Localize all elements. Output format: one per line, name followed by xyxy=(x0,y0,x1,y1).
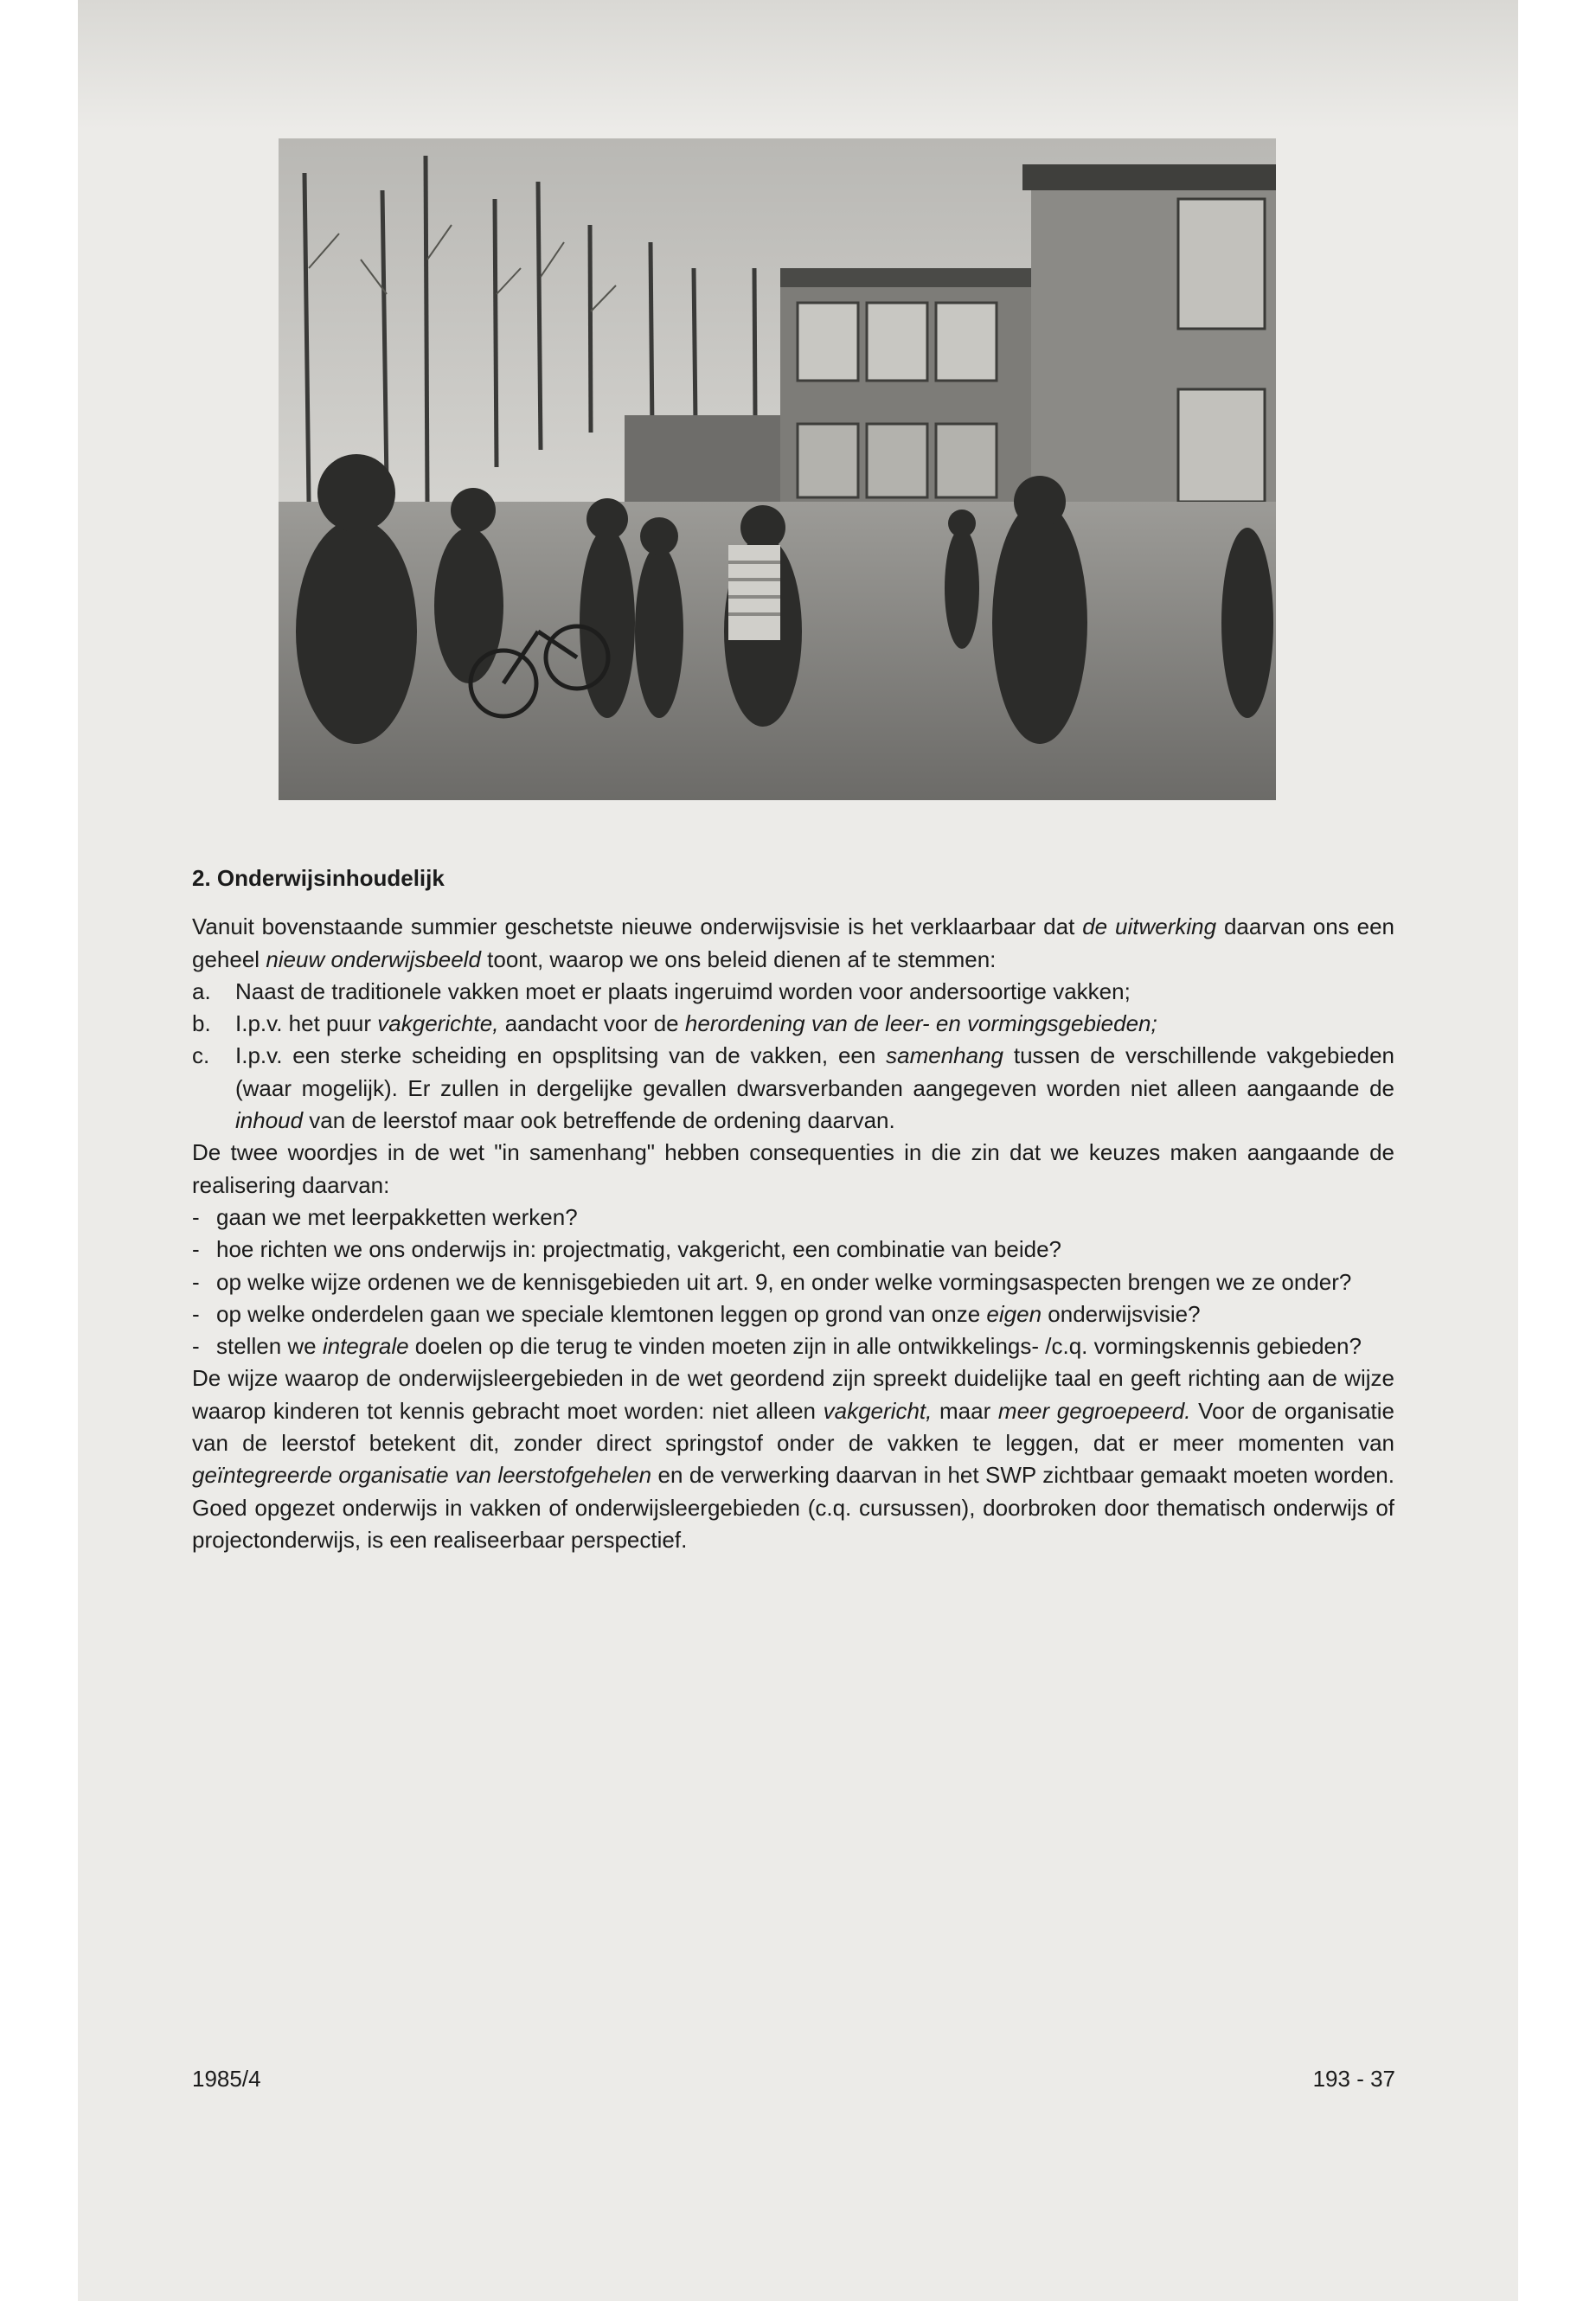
section-heading: 2. Onderwijsinhoudelijk xyxy=(192,865,445,891)
article-body xyxy=(192,862,1394,1556)
list-item: a. Naast de traditionele vakken moet er plaats ingeruimd worden voor andersoortige vakken; xyxy=(192,977,1131,1004)
page-number: 193 - 37 xyxy=(1312,2066,1395,2092)
schoolyard-photo-drawing xyxy=(279,138,1276,800)
list-item: - hoe richten we ons onderwijs in: projectmatig, vakgericht, een combinatie van beide? xyxy=(192,1236,1061,1263)
list-item: - stellen we integrale doelen op die terug te vinden moeten zijn in alle ontwikkelings- /c.q. vormingskennis gebieden? xyxy=(192,1333,1362,1360)
closing-paragraph: De wijze waarop de onderwijsleergebieden in de wet geordend zijn spreekt duidelijke taal en geeft richting aan de wijze waarop kinderen tot kennis gebracht moet worden: niet alleen vakgericht, maar meer gegroepeerd. Voor de organisatie van de leerstof betekent dit, zonder direct springstof onder de vakken te leggen, dat er meer momenten van geïntegreerde organisatie van leerstofgehelen en de verwerking daarvan in het SWP zichtbaar gemaakt moeten worden. Goed opgezet onderwijs in vakken of onderwijsleergebieden (c.q. cursussen), doorbroken door thematisch onderwijs of projectonderwijs, is een realiseerbaar perspectief. xyxy=(192,1365,1394,1553)
list-item: - op welke onderdelen gaan we speciale klemtonen leggen op grond van onze eigen onderwijsvisie? xyxy=(192,1300,1201,1327)
list-item: b. I.p.v. het puur vakgerichte, aandacht voor de herordening van de leer- en vormingsgebieden; xyxy=(192,1010,1157,1037)
page-top-shading xyxy=(78,0,1518,130)
child-striped-sweater xyxy=(728,545,780,640)
list-item: - op welke wijze ordenen we de kennisgebieden uit art. 9, en onder welke vormingsaspecten brengen we ze onder? xyxy=(192,1268,1352,1295)
schoolyard-photo xyxy=(279,138,1276,800)
paragraph-samenhang: De twee woordjes in de wet "in samenhang" hebben consequenties in die zin dat we keuzes maken aangaande de realisering daarvan: xyxy=(192,1139,1394,1198)
issue-number: 1985/4 xyxy=(192,2066,261,2092)
school-windows-upper xyxy=(798,303,997,381)
list-item: - gaan we met leerpakketten werken? xyxy=(192,1203,578,1230)
intro-paragraph: Vanuit bovenstaande summier geschetste nieuwe onderwijsvisie is het verklaarbaar dat de uitwerking daarvan ons een geheel nieuw onderwijsbeeld toont, waarop we ons beleid dienen af te stemmen: xyxy=(192,913,1394,972)
question-list xyxy=(192,1202,1394,1362)
school-windows-lower xyxy=(798,424,997,497)
list-item: c. I.p.v. een sterke scheiding en opsplitsing van de vakken, een samenhang tussen de verschillende vakgebieden (waar mogelijk). Er zullen in dergelijke gevallen dwarsverbanden aangegeven worden niet alleen aangaande de inhoud van de leerstof maar ook betreffende de ordening daarvan. xyxy=(192,1042,1394,1134)
lettered-list xyxy=(192,976,1394,1137)
